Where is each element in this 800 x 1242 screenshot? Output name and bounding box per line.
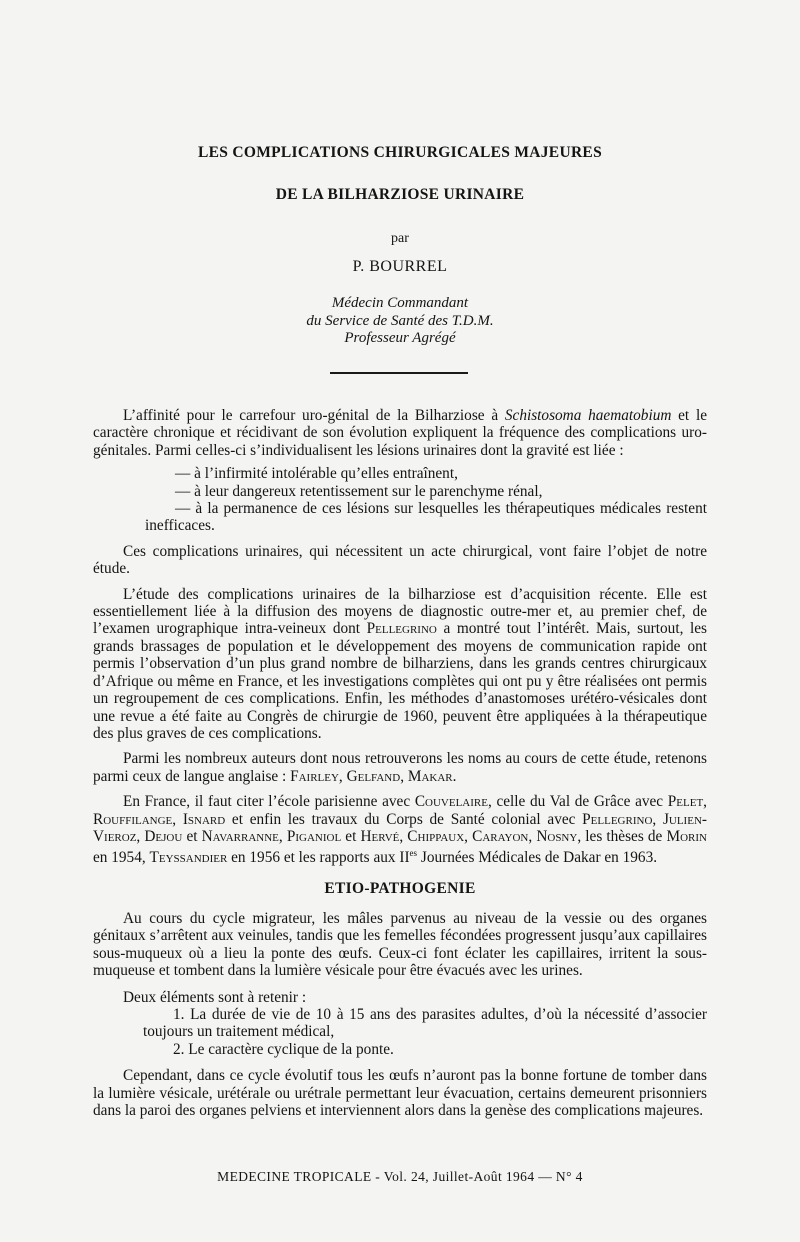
section-heading: ETIO-PATHOGENIE [324,880,476,897]
text-run: , celle du Val de Grâce avec [487,793,668,811]
text-run: en 1954, [93,849,150,867]
affiliation-line-1: Médecin Commandant [331,295,469,311]
introduction [93,407,707,867]
intro-paragraph-5 [93,793,707,867]
intro-paragraph-4 [93,750,707,785]
etio-pathogenie-section [93,910,707,1119]
text-run: et le caractère chronique et récidivant de son évolution expliquent la fréquence des complications uro-génitales. Parmi celles-ci s’individualisent les lésions urinaires dont la gravité est liée : [93,407,707,459]
list-item: — à la permanence de ces lésions sur lesquelles les thérapeutiques médicales restent inefficaces. [145,500,707,535]
author-reference: Pelet, Rouffilange, Isnard [93,793,707,828]
author-reference: Hervé, Chippaux, Carayon, Nosny [360,827,578,845]
text-run: en 1956 et les rapports aux II [227,849,410,867]
etio-paragraph-3: Cependant, dans ce cycle évolutif tous les œufs n’auront pas la bonne fortune de tomber dans la lumière vésicale, urétérale ou urétrale permettant leur évacuation, certains demeurent prisonniers dans la paroi des organes pelviens et interviennent alors dans la genèse des complications majeures. [93,1067,707,1120]
article-title-line-2: DE LA BILHARZIOSE URINAIRE [275,186,525,203]
author-name: P. BOURREL [352,258,448,275]
text-run: . [452,767,457,785]
author-reference: Teyssandier [149,849,228,867]
author-reference: Morin [666,827,707,845]
intro-paragraph-1 [93,407,707,459]
numbered-item: 2. Le caractère cyclique de la ponte. [173,1040,394,1058]
text-run: L’étude des complications urinaires de la bilharziose est d’acquisition récente. Elle est essentiellement liée à la diffusion des moyens de diagnostic outre-mer et, au premier chef, de l’examen urographique intra-veineux dont [93,585,707,638]
etio-paragraph-2: Deux éléments sont à retenir : [123,988,307,1006]
title-divider [330,372,468,374]
affiliation-line-3: Professeur Agrégé [344,330,456,346]
text-run: Parmi les nombreux auteurs dont nous retrouverons les noms au cours de cette étude, retenons parmi ceux de langue anglaise : [93,750,707,785]
ordinal-superscript: es [409,848,418,859]
text-run: et [182,827,202,845]
list-item: — à l’infirmité intolérable qu’elles entraînent, [175,465,458,483]
text-run: En France, il faut citer l’école parisienne avec [123,793,415,811]
numbered-item: 1. La durée de vie de 10 à 15 ans des parasites adultes, d’où la nécessité d’associer toujours un traitement médical, [143,1006,707,1041]
text-run: Journées Médicales de Dakar en 1963. [417,849,658,867]
author-reference: Navarranne, Piganiol [201,827,342,845]
list-item: — à leur dangereux retentissement sur le parenchyme rénal, [175,482,543,500]
author-reference: Fairley, Gelfand, Makar [290,767,453,785]
intro-paragraph-2: Ces complications urinaires, qui nécessitent un acte chirurgical, vont faire l’objet de notre étude. [93,542,707,578]
journal-footer: MEDECINE TROPICALE - Vol. 24, Juillet-Août 1964 — N° 4 [217,1169,583,1184]
text-run: a montré tout l’intérêt. Mais, surtout, les grands brassages de population et le développement des moyens de communication rapide ont permis l’observation d’un plus grand nombre de bilharziens, dans les grands centres chirurgicaux d’Afrique ou même en France, et les investigations complètes qui ont pu y être réalisées ont permis un regroupement de ces complications. Enfin, les méthodes d’anastomoses urétéro-vésicales dont une revue a été faite au Congrès de chirurgie de 1960, peuvent être appliquées à la thérapeutique des plus graves de ces complications. [93,620,707,742]
by-label: par [391,231,409,246]
affiliation-line-2: du Service de Santé des T.D.M. [306,313,494,329]
intro-paragraph-3 [93,586,707,743]
text-run: et [341,827,361,845]
text-run: et enfin les travaux du Corps de Santé colonial avec [225,810,583,828]
article-title-line-1: LES COMPLICATIONS CHIRURGICALES MAJEURES [197,144,602,161]
author-reference: Pellegrino, Julien-Vieroz, Dejou [93,810,707,845]
author-reference: Couvelaire [414,793,488,811]
text-run: L’affinité pour le carrefour uro-génital de la Bilharziose à [123,407,505,424]
etio-paragraph-1: Au cours du cycle migrateur, les mâles parvenus au niveau de la vessie ou des organes génitaux s’arrêtent aux veinules, tandis que les femelles fécondées progressent jusqu’aux capillaires sous-muqueux où a lieu la ponte des œufs. Ceux-ci font éclater les capillaires, irritent la sous-muqueuse et tombent dans la lumière vésicale pour être évacués avec les urines. [93,910,707,980]
author-reference: Pellegrino [366,620,437,638]
text-run: , les thèses de [577,827,667,845]
species-name: Schistosoma haematobium [504,407,672,424]
